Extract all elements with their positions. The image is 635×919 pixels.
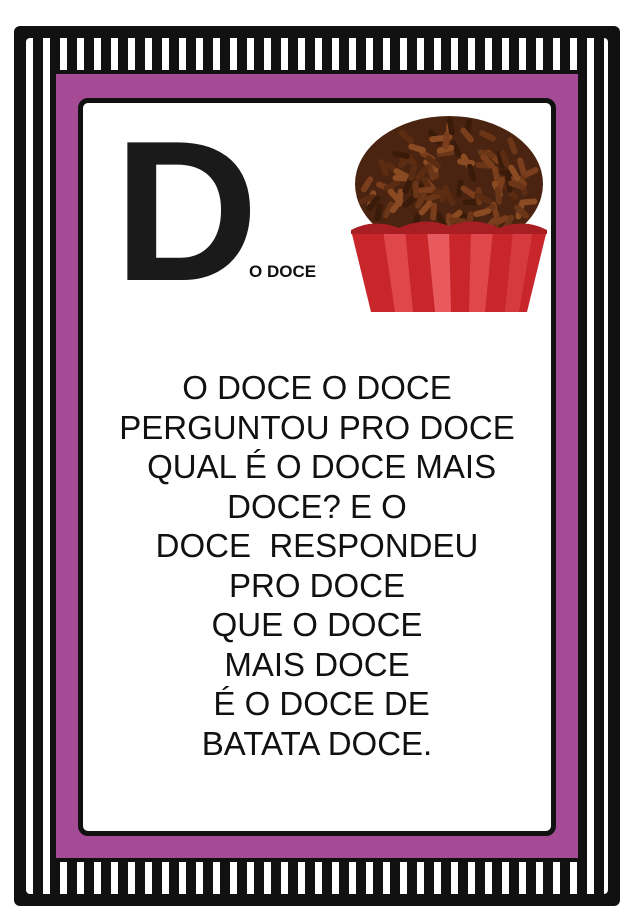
brigadeiro-icon: [343, 112, 555, 316]
poem-line: BATATA DOCE.: [201, 724, 433, 762]
poem-line: PRO DOCE: [228, 566, 406, 604]
poem-line: QUE O DOCE: [211, 606, 423, 643]
poem-line: É O DOCE DE: [204, 685, 430, 722]
poem-line: O DOCE O DOCE: [182, 369, 452, 406]
poem-line: QUAL É O DOCE MAIS: [137, 448, 497, 485]
poem-line: DOCE RESPONDEU: [155, 527, 479, 564]
letter-word: O DOCE: [249, 262, 317, 281]
poem-line: MAIS DOCE: [224, 645, 410, 683]
big-letter: D: [114, 100, 259, 323]
sprinkle: [430, 202, 437, 220]
poem-line: PERGUNTOU PRO DOCE: [119, 408, 515, 446]
sprinkle: [412, 180, 419, 198]
poem-line: DOCE? E O: [227, 487, 407, 525]
poem: [82, 368, 552, 763]
